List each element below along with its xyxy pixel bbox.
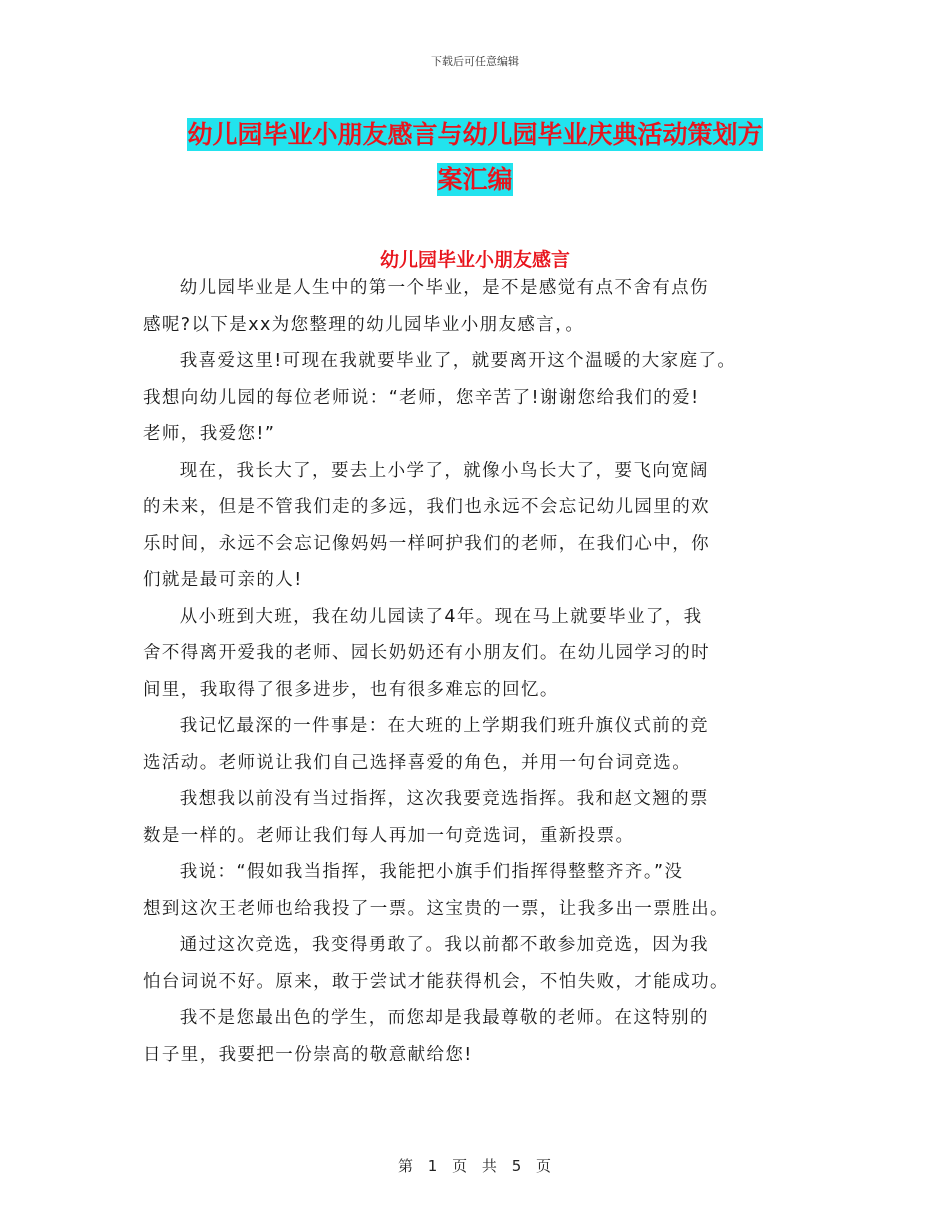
paragraph-line: 想到这次王老师也给我投了一票。这宝贵的一票，让我多出一票胜出。 <box>143 898 729 919</box>
paragraph <box>143 453 833 599</box>
paragraph-line: 的未来，但是不管我们走的多远，我们也永远不会忘记幼儿园里的欢 <box>143 497 710 517</box>
paragraph-line: 我说：“假如我当指挥，我能把小旗手们指挥得整整齐齐。”没 <box>179 862 684 882</box>
footer-total-pages: 5 <box>511 1157 523 1175</box>
header-note: 下载后可任意编辑 <box>431 55 519 68</box>
paragraph <box>143 854 833 927</box>
paragraph <box>143 708 833 781</box>
paragraph <box>143 343 833 453</box>
paragraph-line: 感呢?以下是xx为您整理的幼儿园毕业小朋友感言，。 <box>143 314 585 335</box>
paragraph-line: 我想我以前没有当过指挥，这次我要竞选指挥。我和赵文翘的票 <box>179 789 709 809</box>
footer-mid: 页 <box>452 1157 469 1175</box>
paragraph-line: 幼儿园毕业是人生中的第一个毕业，是不是感觉有点不舍有点伤 <box>179 278 709 298</box>
paragraph-line: 选活动。老师说让我们自己选择喜爱的角色，并用一句台词竞选。 <box>143 752 692 773</box>
document-title <box>140 112 810 202</box>
paragraph-line: 从小班到大班，我在幼儿园读了4年。现在马上就要毕业了，我 <box>179 606 703 627</box>
paragraph-line: 通过这次竞选，我变得勇敢了。我以前都不敢参加竞选，因为我 <box>179 935 709 955</box>
paragraph-line: 我想向幼儿园的每位老师说：“老师，您辛苦了!谢谢您给我们的爱! <box>143 387 700 408</box>
paragraph <box>143 1000 833 1073</box>
page-footer <box>0 1155 950 1176</box>
section-heading: 幼儿园毕业小朋友感言 <box>379 249 570 271</box>
footer-page-number: 1 <box>427 1157 439 1175</box>
paragraph-line: 我记忆最深的一件事是：在大班的上学期我们班升旗仪式前的竞 <box>179 716 709 736</box>
document-body <box>143 270 833 1073</box>
paragraph-line: 我不是您最出色的学生，而您却是我最尊敬的老师。在这特别的 <box>179 1008 709 1028</box>
paragraph-line: 老师，我爱您!” <box>143 424 276 444</box>
paragraph <box>143 781 833 854</box>
paragraph-line: 舍不得离开爱我的老师、园长奶奶还有小朋友们。在幼儿园学习的时 <box>143 643 710 663</box>
paragraph-line: 现在，我长大了，要去上小学了，就像小鸟长大了，要飞向宽阔 <box>179 460 709 481</box>
paragraph-line: 数是一样的。老师让我们每人再加一句竞选词，重新投票。 <box>143 825 635 846</box>
footer-prefix: 第 <box>397 1157 414 1175</box>
paragraph-line: 日子里，我要把一份崇高的敬意献给您! <box>143 1044 473 1065</box>
paragraph-line: 怕台词说不好。原来，敢于尝试才能获得机会，不怕失败，才能成功。 <box>143 971 729 992</box>
footer-suffix: 页 <box>536 1157 553 1175</box>
document-title-line-1: 幼儿园毕业小朋友感言与幼儿园毕业庆典活动策划方 <box>187 120 763 149</box>
paragraph <box>143 927 833 1000</box>
paragraph-line: 我喜爱这里!可现在我就要毕业了，就要离开这个温暖的大家庭了。 <box>179 351 737 371</box>
paragraph-line: 们就是最可亲的人! <box>143 570 303 590</box>
paragraph-line: 乐时间，永远不会忘记像妈妈一样呵护我们的老师，在我们心中，你 <box>143 533 710 554</box>
document-title-line-2: 案汇编 <box>437 165 513 194</box>
paragraph-line: 间里，我取得了很多进步，也有很多难忘的回忆。 <box>143 679 559 700</box>
paragraph <box>143 599 833 709</box>
paragraph <box>143 270 833 343</box>
footer-gong: 共 <box>481 1157 498 1175</box>
